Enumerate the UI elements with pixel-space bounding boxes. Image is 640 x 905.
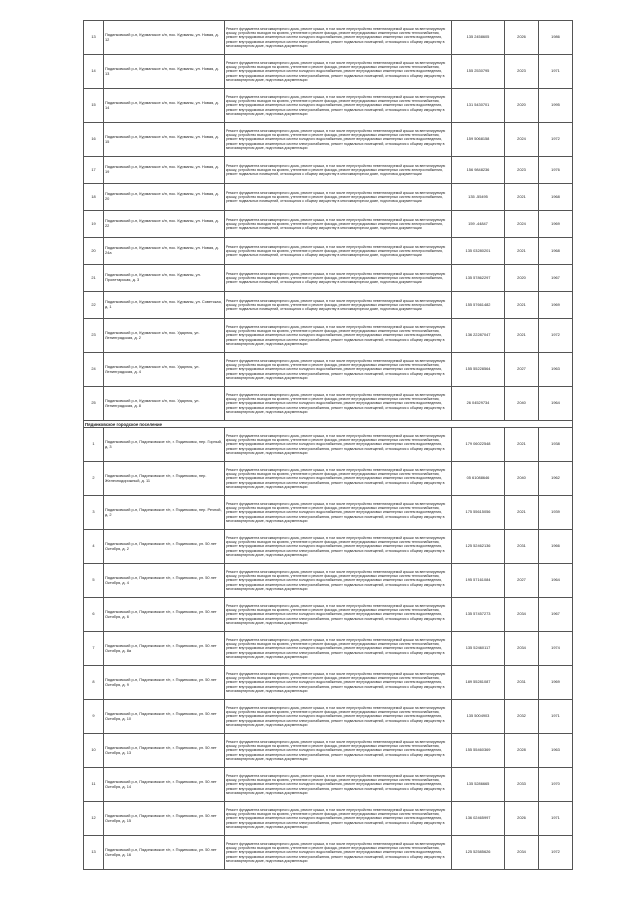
table-row (84, 666, 573, 700)
works-text: Ремонт фундамента многоквартирного дома, ремонт крыши, в том числе переустройство невентилируемой крыши на вентилируемую крышу, устройство выходов на кровлю, утепление и ремонт фасада, ремонт внутридомовых инженерных систем электроснабжения, ремонт подвальных помещений, относящихся к общему имуществу в многоквартирном доме, подготовка документации (226, 244, 446, 258)
cadastral-number: 125 52462136 (452, 530, 505, 564)
works-text: Ремонт фундамента многоквартирного дома, ремонт крыши, в том числе переустройство невентилируемой крыши на вентилируемую крышу, устройство выходов на кровлю, утепление и ремонт фасада, ремонт внутридомовых инженерных систем теплоснабжения, ремонт внутридомовых инженерных систем холодного водоснабжения, ремонт внутридомовых инженерных систем водоотведения, ремонт внутридомовых инженерных систем электроснабжения, ремонт подвальных помещений, относящихся к общему имуществу в многоквартирном доме, подготовка документации (226, 604, 446, 625)
table-row (84, 462, 573, 496)
build-year: 1962 (539, 462, 573, 496)
repair-year: 2028 (505, 734, 539, 768)
works-description (225, 496, 452, 530)
house-address: Пядинковский р-н, Курманское с/п, пос. Курманы, ул. Новая, д. 15 (104, 123, 225, 157)
works-text: Ремонт фундамента многоквартирного дома, ремонт крыши, в том числе переустройство невентилируемой крыши на вентилируемую крышу, устройство выходов на кровлю, утепление и ремонт фасада, ремонт внутридомовых инженерных систем теплоснабжения, ремонт внутридомовых инженерных систем холодного водоснабжения, ремонт внутридомовых инженерных систем водоотведения, ремонт внутридомовых инженерных систем электроснабжения, ремонт подвальных помещений, относящихся к общему имуществу в многоквартирном доме, подготовка документации (226, 129, 446, 150)
repair-year: 2021 (505, 319, 539, 353)
table-row (84, 530, 573, 564)
table-row (84, 123, 573, 157)
works-description (225, 768, 452, 802)
build-year: 1972 (539, 123, 573, 157)
table-row (84, 768, 573, 802)
house-address: Пядинковский р-н, Пядинковское г/п, г. Пядинковск, пер. Горный, д. 3 (104, 428, 225, 462)
table-body (84, 21, 573, 870)
table-row (84, 802, 573, 836)
house-address: Пядинковский р-н, Пядинковское г/п, г. Пядинковск, ул. 50 лет Октября, д. 4 (104, 564, 225, 598)
table-row (84, 238, 573, 265)
row-number: 14 (84, 55, 104, 89)
cadastral-number: 26 04529734 (452, 387, 505, 421)
table-row (84, 211, 573, 238)
works-description (225, 428, 452, 462)
repair-year: 2023 (505, 157, 539, 184)
cadastral-number: 136 22287047 (452, 319, 505, 353)
works-text: Ремонт фундамента многоквартирного дома, ремонт крыши, в том числе переустройство невентилируемой крыши на вентилируемую крышу, устройство выходов на кровлю, утепление и ремонт фасада, ремонт внутридомовых инженерных систем теплоснабжения, ремонт внутридомовых инженерных систем холодного водоснабжения, ремонт внутридомовых инженерных систем водоотведения, ремонт внутридомовых инженерных систем электроснабжения, ремонт подвальных помещений, относящихся к общему имуществу в многоквартирном доме, подготовка документации (226, 740, 446, 761)
cadastral-number: 155 2530795 (452, 55, 505, 89)
works-text: Ремонт фундамента многоквартирного дома, ремонт крыши, в том числе переустройство невентилируемой крыши на вентилируемую крышу, устройство выходов на кровлю, утепление и ремонт фасада, ремонт внутридомовых инженерных систем электроснабжения, ремонт подвальных помещений, относящихся к общему имуществу в многоквартирном доме, подготовка документации (226, 217, 446, 231)
table-row (84, 184, 573, 211)
house-address: Пядинковский р-н, Курманское с/п, пос. Ударник, ул. Ленинградская, д. 2 (104, 319, 225, 353)
house-address: Пядинковский р-н, Пядинковское г/п, г. Пядинковск, ул. 50 лет Октября, д. 10 (104, 700, 225, 734)
works-description (225, 598, 452, 632)
cadastral-number: 135 5286665 (452, 768, 505, 802)
repair-year: 2020 (505, 89, 539, 123)
repair-year: 2040 (505, 387, 539, 421)
house-address: Пядинковский р-н, Курманское с/п, пос. Курманы, ул. Новая, д. 20 (104, 184, 225, 211)
repair-year: 2031 (505, 530, 539, 564)
works-description (225, 734, 452, 768)
house-address: Пядинковский р-н, Пядинковское г/п, г. Пядинковск, пер. Железнодорожный, д. 11 (104, 462, 225, 496)
house-address: Пядинковский р-н, Курманское с/п, пос. Курманы, ул. Пролетарская, д. 3 (104, 265, 225, 292)
cadastral-number: 179 06022548 (452, 428, 505, 462)
build-year: 1969 (539, 211, 573, 238)
repair-year: 2040 (505, 462, 539, 496)
row-number: 13 (84, 836, 104, 870)
row-number: 19 (84, 211, 104, 238)
row-number: 15 (84, 89, 104, 123)
row-number: 13 (84, 21, 104, 55)
repair-year: 2034 (505, 632, 539, 666)
works-text: Ремонт фундамента многоквартирного дома, ремонт крыши, в том числе переустройство невентилируемой крыши на вентилируемую крышу, устройство выходов на кровлю, утепление и ремонт фасада, ремонт внутридомовых инженерных систем теплоснабжения, ремонт внутридомовых инженерных систем холодного водоснабжения, ремонт внутридомовых инженерных систем водоотведения, ремонт внутридомовых инженерных систем электроснабжения, ремонт подвальных помещений, относящихся к общему имуществу в многоквартирном доме, подготовка документации (226, 706, 446, 727)
table-row (84, 700, 573, 734)
house-address: Пядинковский р-н, Курманское с/п, пос. Курманы, ул. Новая, д. 19 (104, 157, 225, 184)
works-text: Ремонт фундамента многоквартирного дома, ремонт крыши, в том числе переустройство невентилируемой крыши на вентилируемую крышу, устройство выходов на кровлю, утепление и ремонт фасада, ремонт внутридомовых инженерных систем теплоснабжения, ремонт внутридомовых инженерных систем холодного водоснабжения, ремонт внутридомовых инженерных систем водоотведения, ремонт внутридомовых инженерных систем электроснабжения, ремонт подвальных помещений, относящихся к общему имуществу в многоквартирном доме, подготовка документации (226, 570, 446, 591)
works-description (225, 802, 452, 836)
cadastral-number: 125 52585626 (452, 836, 505, 870)
row-number: 17 (84, 157, 104, 184)
table-row (84, 496, 573, 530)
cadastral-number: 159 5068158 (452, 123, 505, 157)
works-text: Ремонт фундамента многоквартирного дома, ремонт крыши, в том числе переустройство невентилируемой крыши на вентилируемую крышу, устройство выходов на кровлю, утепление и ремонт фасада, ремонт внутридомовых инженерных систем электроснабжения, ремонт подвальных помещений, относящихся к общему имуществу в многоквартирном доме, подготовка документации (226, 271, 446, 285)
table-row (84, 89, 573, 123)
cadastral-number: 135 03280201 (452, 238, 505, 265)
repair-year: 2027 (505, 564, 539, 598)
table-row (84, 21, 573, 55)
build-year: 1967 (539, 598, 573, 632)
row-number: 2 (84, 462, 104, 496)
works-description (225, 292, 452, 319)
row-number: 21 (84, 265, 104, 292)
table-row (84, 836, 573, 870)
works-description (225, 238, 452, 265)
table-row (84, 387, 573, 421)
works-text: Ремонт фундамента многоквартирного дома, ремонт крыши, в том числе переустройство невентилируемой крыши на вентилируемую крышу, устройство выходов на кровлю, утепление и ремонт фасада, ремонт внутридомовых инженерных систем теплоснабжения, ремонт внутридомовых инженерных систем холодного водоснабжения, ремонт внутридомовых инженерных систем водоотведения, ремонт внутридомовых инженерных систем электроснабжения, ремонт подвальных помещений, относящихся к общему имуществу в многоквартирном доме, подготовка документации (226, 774, 446, 795)
works-text: Ремонт фундамента многоквартирного дома, ремонт крыши, в том числе переустройство невентилируемой крыши на вентилируемую крышу, устройство выходов на кровлю, утепление и ремонт фасада, ремонт внутридомовых инженерных систем теплоснабжения, ремонт внутридомовых инженерных систем холодного водоснабжения, ремонт внутридомовых инженерных систем водоотведения, ремонт внутридомовых инженерных систем электроснабжения, ремонт подвальных помещений, относящихся к общему имуществу в многоквартирном доме, подготовка документации (226, 536, 446, 557)
works-description (225, 530, 452, 564)
build-year: 1986 (539, 21, 573, 55)
house-address: Пядинковский р-н, Пядинковское г/п, г. Пядинковск, ул. 50 лет Октября, д. 6 (104, 598, 225, 632)
works-description (225, 184, 452, 211)
house-address: Пядинковский р-н, Пядинковское г/п, г. Пядинковск, ул. 50 лет Октября, д. 14 (104, 768, 225, 802)
section-header-row (84, 421, 573, 428)
row-number: 11 (84, 768, 104, 802)
cadastral-number: 155 55228564 (452, 353, 505, 387)
house-address: Пядинковский р-н, Курманское с/п, пос. Курманы, ул. Новая, д. 12 (104, 21, 225, 55)
works-description (225, 21, 452, 55)
house-address: Пядинковский р-н, Пядинковское г/п, г. Пядинковск, пер. Речной, д. 2 (104, 496, 225, 530)
house-address: Пядинковский р-н, Пядинковское г/п, г. Пядинковск, ул. 50 лет Октября, д. 15 (104, 802, 225, 836)
works-text: Ремонт фундамента многоквартирного дома, ремонт крыши, в том числе переустройство невентилируемой крыши на вентилируемую крышу, устройство выходов на кровлю, утепление и ремонт фасада, ремонт внутридомовых инженерных систем теплоснабжения, ремонт внутридомовых инженерных систем холодного водоснабжения, ремонт внутридомовых инженерных систем водоотведения, ремонт внутридомовых инженерных систем электроснабжения, ремонт подвальных помещений, относящихся к общему имуществу в многоквартирном доме, подготовка документации (226, 359, 446, 380)
build-year: 1972 (539, 836, 573, 870)
house-address: Пядинковский р-н, Курманское с/п, пос. Курманы, ул. Новая, д. 14 (104, 89, 225, 123)
table-row (84, 598, 573, 632)
repair-year: 2021 (505, 428, 539, 462)
works-description (225, 632, 452, 666)
works-text: Ремонт фундамента многоквартирного дома, ремонт крыши, в том числе переустройство невентилируемой крыши на вентилируемую крышу, устройство выходов на кровлю, утепление и ремонт фасада, ремонт внутридомовых инженерных систем теплоснабжения, ремонт внутридомовых инженерных систем холодного водоснабжения, ремонт внутридомовых инженерных систем водоотведения, ремонт внутридомовых инженерных систем электроснабжения, ремонт подвальных помещений, относящихся к общему имуществу в многоквартирном доме, подготовка документации (226, 434, 446, 455)
house-address: Пядинковский р-н, Пядинковское г/п, г. Пядинковск, ул. 50 лет Октября, д. 9 (104, 666, 225, 700)
table-row (84, 353, 573, 387)
row-number: 12 (84, 802, 104, 836)
row-number: 20 (84, 238, 104, 265)
build-year: 1939 (539, 496, 573, 530)
build-year: 1995 (539, 89, 573, 123)
row-number: 22 (84, 292, 104, 319)
works-text: Ремонт фундамента многоквартирного дома, ремонт крыши, в том числе переустройство невентилируемой крыши на вентилируемую крышу, устройство выходов на кровлю, утепление и ремонт фасада, ремонт внутридомовых инженерных систем теплоснабжения, ремонт внутридомовых инженерных систем холодного водоснабжения, ремонт внутридомовых инженерных систем водоотведения, ремонт внутридомовых инженерных систем электроснабжения, ремонт подвальных помещений, относящихся к общему имуществу в многоквартирном доме, подготовка документации (226, 325, 446, 346)
house-address: Пядинковский р-н, Курманское с/п, пос. Курманы, ул. Новая, д. 13 (104, 55, 225, 89)
works-description (225, 55, 452, 89)
row-number: 25 (84, 387, 104, 421)
works-description (225, 89, 452, 123)
row-number: 6 (84, 598, 104, 632)
works-description (225, 265, 452, 292)
repair-year: 2021 (505, 238, 539, 265)
cadastral-number: 175 55615056 (452, 496, 505, 530)
cadastral-number: 135 57457273 (452, 598, 505, 632)
build-year: 1966 (539, 530, 573, 564)
cadastral-number: 135 57862297 (452, 265, 505, 292)
table-row (84, 319, 573, 353)
works-description (225, 700, 452, 734)
works-text: Ремонт фундамента многоквартирного дома, ремонт крыши, в том числе переустройство невентилируемой крыши на вентилируемую крышу, устройство выходов на кровлю, утепление и ремонт фасада, ремонт внутридомовых инженерных систем теплоснабжения, ремонт внутридомовых инженерных систем холодного водоснабжения, ремонт внутридомовых инженерных систем водоотведения, ремонт внутридомовых инженерных систем электроснабжения, ремонт подвальных помещений, относящихся к общему имуществу в многоквартирном доме, подготовка документации (226, 672, 446, 693)
table-row (84, 734, 573, 768)
cadastral-number: 131 5430701 (452, 89, 505, 123)
works-text: Ремонт фундамента многоквартирного дома, ремонт крыши, в том числе переустройство невентилируемой крыши на вентилируемую крышу, устройство выходов на кровлю, утепление и ремонт фасада, ремонт внутридомовых инженерных систем теплоснабжения, ремонт внутридомовых инженерных систем холодного водоснабжения, ремонт внутридомовых инженерных систем водоотведения, ремонт внутридомовых инженерных систем электроснабжения, ремонт подвальных помещений, относящихся к общему имуществу в многоквартирном доме, подготовка документации (226, 61, 446, 82)
cadastral-number: 156 9848236 (452, 157, 505, 184)
cadastral-number: 135 2458605 (452, 21, 505, 55)
works-text: Ремонт фундамента многоквартирного дома, ремонт крыши, в том числе переустройство невентилируемой крыши на вентилируемую крышу, устройство выходов на кровлю, утепление и ремонт фасада, ремонт внутридомовых инженерных систем теплоснабжения, ремонт внутридомовых инженерных систем холодного водоснабжения, ремонт внутридомовых инженерных систем водоотведения, ремонт внутридомовых инженерных систем электроснабжения, ремонт подвальных помещений, относящихся к общему имуществу в многоквартирном доме, подготовка документации (226, 842, 446, 863)
cadastral-number: 189 55281087 (452, 666, 505, 700)
build-year: 1963 (539, 353, 573, 387)
repair-year: 2021 (505, 184, 539, 211)
works-description (225, 564, 452, 598)
repair-year: 2034 (505, 836, 539, 870)
works-description (225, 353, 452, 387)
table-row (84, 292, 573, 319)
build-year: 1969 (539, 292, 573, 319)
row-number: 9 (84, 700, 104, 734)
build-year: 1938 (539, 428, 573, 462)
row-number: 7 (84, 632, 104, 666)
works-text: Ремонт фундамента многоквартирного дома, ремонт крыши, в том числе переустройство невентилируемой крыши на вентилируемую крышу, устройство выходов на кровлю, утепление и ремонт фасада, ремонт внутридомовых инженерных систем теплоснабжения, ремонт внутридомовых инженерных систем холодного водоснабжения, ремонт внутридомовых инженерных систем водоотведения, ремонт внутридомовых инженерных систем электроснабжения, ремонт подвальных помещений, относящихся к общему имуществу в многоквартирном доме, подготовка документации (226, 27, 446, 48)
row-number: 10 (84, 734, 104, 768)
table-row (84, 157, 573, 184)
table-row (84, 55, 573, 89)
row-number: 23 (84, 319, 104, 353)
row-number: 24 (84, 353, 104, 387)
repair-year: 2031 (505, 666, 539, 700)
house-address: Пядинковский р-н, Курманское с/п, пос. Ударник, ул. Ленинградская, д. 8 (104, 387, 225, 421)
build-year: 1967 (539, 265, 573, 292)
cadastral-number: 155 57661482 (452, 292, 505, 319)
cadastral-number: 135 52460117 (452, 632, 505, 666)
repair-year: 2026 (505, 21, 539, 55)
works-description (225, 123, 452, 157)
works-description (225, 462, 452, 496)
build-year: 1969 (539, 666, 573, 700)
repair-year: 2021 (505, 496, 539, 530)
repair-register-table (83, 20, 573, 870)
repair-year: 2023 (505, 55, 539, 89)
works-text: Ремонт фундамента многоквартирного дома, ремонт крыши, в том числе переустройство невентилируемой крыши на вентилируемую крышу, устройство выходов на кровлю, утепление и ремонт фасада, ремонт внутридомовых инженерных систем теплоснабжения, ремонт внутридомовых инженерных систем холодного водоснабжения, ремонт внутридомовых инженерных систем водоотведения, ремонт внутридомовых инженерных систем электроснабжения, ремонт подвальных помещений, относящихся к общему имуществу в многоквартирном доме, подготовка документации (226, 638, 446, 659)
row-number: 4 (84, 530, 104, 564)
build-year: 1971 (539, 55, 573, 89)
build-year: 1963 (539, 734, 573, 768)
build-year: 1976 (539, 157, 573, 184)
works-text: Ремонт фундамента многоквартирного дома, ремонт крыши, в том числе переустройство невентилируемой крыши на вентилируемую крышу, устройство выходов на кровлю, утепление и ремонт фасада, ремонт внутридомовых инженерных систем теплоснабжения, ремонт внутридомовых инженерных систем холодного водоснабжения, ремонт внутридомовых инженерных систем водоотведения, ремонт внутридомовых инженерных систем электроснабжения, ремонт подвальных помещений, относящихся к общему имуществу в многоквартирном доме, подготовка документации (226, 808, 446, 829)
build-year: 1974 (539, 632, 573, 666)
build-year: 1972 (539, 319, 573, 353)
row-number: 5 (84, 564, 104, 598)
cadastral-number: 135 -55495 (452, 184, 505, 211)
table-row (84, 265, 573, 292)
cadastral-number: 155 55460369 (452, 734, 505, 768)
repair-year: 2024 (505, 211, 539, 238)
build-year: 1964 (539, 387, 573, 421)
repair-year: 2026 (505, 802, 539, 836)
row-number: 1 (84, 428, 104, 462)
table-row (84, 428, 573, 462)
house-address: Пядинковский р-н, Пядинковское г/п, г. Пядинковск, ул. 50 лет Октября, д. 8а (104, 632, 225, 666)
works-description (225, 387, 452, 421)
works-text: Ремонт фундамента многоквартирного дома, ремонт крыши, в том числе переустройство невентилируемой крыши на вентилируемую крышу, устройство выходов на кровлю, утепление и ремонт фасада, ремонт внутридомовых инженерных систем теплоснабжения, ремонт внутридомовых инженерных систем холодного водоснабжения, ремонт внутридомовых инженерных систем водоотведения, ремонт внутридомовых инженерных систем электроснабжения, ремонт подвальных помещений, относящихся к общему имуществу в многоквартирном доме, подготовка документации (226, 502, 446, 523)
house-address: Пядинковский р-н, Курманское с/п, пос. Ударник, ул. Ленинградская, д. 4 (104, 353, 225, 387)
works-text: Ремонт фундамента многоквартирного дома, ремонт крыши, в том числе переустройство невентилируемой крыши на вентилируемую крышу, устройство выходов на кровлю, утепление и ремонт фасада, ремонт внутридомовых инженерных систем теплоснабжения, ремонт внутридомовых инженерных систем холодного водоснабжения, ремонт внутридомовых инженерных систем водоотведения, ремонт внутридомовых инженерных систем электроснабжения, ремонт подвальных помещений, относящихся к общему имуществу в многоквартирном доме, подготовка документации (226, 468, 446, 489)
house-address: Пядинковский р-н, Курманское с/п, пос. Курманы, ул. Советская, д. 1 (104, 292, 225, 319)
row-number: 16 (84, 123, 104, 157)
works-text: Ремонт фундамента многоквартирного дома, ремонт крыши, в том числе переустройство невентилируемой крыши на вентилируемую крышу, устройство выходов на кровлю, утепление и ремонт фасада, ремонт внутридомовых инженерных систем теплоснабжения, ремонт внутридомовых инженерных систем холодного водоснабжения, ремонт внутридомовых инженерных систем водоотведения, ремонт внутридомовых инженерных систем электроснабжения, ремонт подвальных помещений, относящихся к общему имуществу в многоквартирном доме, подготовка документации (226, 95, 446, 116)
house-address: Пядинковский р-н, Курманское с/п, пос. Курманы, ул. Новая, д. 24а (104, 238, 225, 265)
section-title: Пядинковское городское поселение (84, 421, 573, 428)
row-number: 18 (84, 184, 104, 211)
house-address: Пядинковский р-н, Пядинковское г/п, г. Пядинковск, ул. 50 лет Октября, д. 16 (104, 836, 225, 870)
build-year: 1968 (539, 184, 573, 211)
works-text: Ремонт фундамента многоквартирного дома, ремонт крыши, в том числе переустройство невентилируемой крыши на вентилируемую крышу, устройство выходов на кровлю, утепление и ремонт фасада, ремонт внутридомовых инженерных систем электроснабжения, ремонт подвальных помещений, относящихся к общему имуществу в многоквартирном доме, подготовка документации (226, 190, 446, 204)
build-year: 1971 (539, 802, 573, 836)
cadastral-number: 136 02465997 (452, 802, 505, 836)
works-description (225, 319, 452, 353)
table-row (84, 564, 573, 598)
table-row (84, 632, 573, 666)
repair-year: 2033 (505, 768, 539, 802)
cadastral-number: 05 61088646 (452, 462, 505, 496)
row-number: 3 (84, 496, 104, 530)
build-year: 1971 (539, 700, 573, 734)
house-address: Пядинковский р-н, Пядинковское г/п, г. Пядинковск, ул. 50 лет Октября, д. 13 (104, 734, 225, 768)
works-description (225, 211, 452, 238)
works-description (225, 666, 452, 700)
repair-year: 2034 (505, 598, 539, 632)
house-address: Пядинковский р-н, Пядинковское г/п, г. Пядинковск, ул. 50 лет Октября, д. 2 (104, 530, 225, 564)
repair-year: 2032 (505, 700, 539, 734)
cadastral-number: 135 5004903 (452, 700, 505, 734)
cadastral-number: 195 57161084 (452, 564, 505, 598)
repair-year: 2021 (505, 292, 539, 319)
works-text: Ремонт фундамента многоквартирного дома, ремонт крыши, в том числе переустройство невентилируемой крыши на вентилируемую крышу, устройство выходов на кровлю, утепление и ремонт фасада, ремонт внутридомовых инженерных систем электроснабжения, ремонт подвальных помещений, относящихся к общему имуществу в многоквартирном доме, подготовка документации (226, 163, 446, 177)
house-address: Пядинковский р-н, Курманское с/п, пос. Курманы, ул. Новая, д. 22 (104, 211, 225, 238)
build-year: 1968 (539, 238, 573, 265)
build-year: 1964 (539, 564, 573, 598)
works-description (225, 836, 452, 870)
cadastral-number: 159 -44847 (452, 211, 505, 238)
works-description (225, 157, 452, 184)
row-number: 8 (84, 666, 104, 700)
works-text: Ремонт фундамента многоквартирного дома, ремонт крыши, в том числе переустройство невентилируемой крыши на вентилируемую крышу, устройство выходов на кровлю, утепление и ремонт фасада, ремонт внутридомовых инженерных систем теплоснабжения, ремонт внутридомовых инженерных систем холодного водоснабжения, ремонт внутридомовых инженерных систем водоотведения, ремонт внутридомовых инженерных систем электроснабжения, ремонт подвальных помещений, относящихся к общему имуществу в многоквартирном доме, подготовка документации (226, 393, 446, 414)
build-year: 1970 (539, 768, 573, 802)
repair-year: 2024 (505, 123, 539, 157)
repair-year: 2027 (505, 353, 539, 387)
repair-year: 2020 (505, 265, 539, 292)
works-text: Ремонт фундамента многоквартирного дома, ремонт крыши, в том числе переустройство невентилируемой крыши на вентилируемую крышу, устройство выходов на кровлю, утепление и ремонт фасада, ремонт внутридомовых инженерных систем электроснабжения, ремонт подвальных помещений, относящихся к общему имуществу в многоквартирном доме, подготовка документации (226, 298, 446, 312)
